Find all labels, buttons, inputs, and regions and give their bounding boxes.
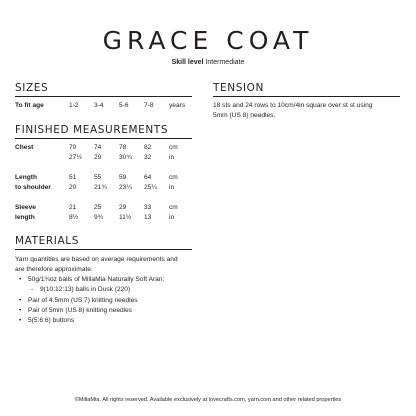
tension-line-2: 5mm (US 8) needles. bbox=[213, 112, 276, 119]
size-unit: years bbox=[169, 102, 186, 109]
finished-measurements-divider bbox=[15, 138, 192, 139]
unit-cm: cm bbox=[169, 174, 178, 181]
sizes-divider bbox=[15, 96, 192, 97]
sizes-heading: SIZES bbox=[15, 82, 49, 94]
materials-item: 5(5:6:6) buttons bbox=[28, 317, 75, 324]
materials-heading: MATERIALS bbox=[15, 235, 79, 247]
unit-in: in bbox=[169, 214, 175, 221]
measurement-in: 25¼ bbox=[144, 184, 157, 191]
to-fit-age-label: To fit age bbox=[15, 102, 44, 109]
sleeve-label: Sleeve bbox=[15, 204, 36, 211]
measurement-cm: 21 bbox=[69, 204, 77, 211]
measurement-cm: 29 bbox=[119, 204, 127, 211]
measurement-cm: 82 bbox=[144, 144, 152, 151]
size-value: 7-8 bbox=[144, 102, 154, 109]
measurement-in: 21¾ bbox=[94, 184, 107, 191]
measurement-cm: 70 bbox=[69, 144, 77, 151]
materials-item: 50g/1¾oz balls of MillaMia Naturally Soft Aran: bbox=[28, 276, 165, 283]
skill-level-value: Intermediate bbox=[205, 59, 245, 66]
length-label: Length bbox=[15, 174, 37, 181]
bullet-icon: • bbox=[19, 307, 22, 314]
materials-divider bbox=[15, 249, 192, 250]
measurement-in: 11½ bbox=[119, 214, 132, 221]
measurement-in: 32 bbox=[144, 154, 152, 161]
measurement-cm: 51 bbox=[69, 174, 77, 181]
copyright-footer: ©MillaMia. All rights reserved. Available exclusively at lovecrafts.com, yarn.com and other related properties bbox=[74, 397, 342, 403]
unit-cm: cm bbox=[169, 144, 178, 151]
sleeve-label-sub: length bbox=[15, 214, 35, 221]
measurement-in: 20 bbox=[69, 184, 77, 191]
unit-in: in bbox=[169, 154, 175, 161]
dash-icon: - bbox=[31, 286, 34, 293]
size-value: 3-4 bbox=[94, 102, 104, 109]
materials-sub-item: 9(10:12:13) balls in Dusk (220) bbox=[40, 286, 131, 293]
tension-heading: TENSION bbox=[213, 82, 264, 94]
length-label-sub: to shoulder bbox=[15, 184, 51, 191]
bullet-icon: • bbox=[19, 317, 22, 324]
measurement-in: 9¾ bbox=[94, 214, 104, 221]
measurement-in: 8½ bbox=[69, 214, 79, 221]
size-value: 1-2 bbox=[69, 102, 79, 109]
materials-item: Pair of 5mm (US 8) knitting needles bbox=[28, 307, 133, 314]
unit-cm: cm bbox=[169, 204, 178, 211]
measurement-cm: 33 bbox=[144, 204, 152, 211]
tension-divider bbox=[213, 96, 400, 97]
measurement-cm: 64 bbox=[144, 174, 152, 181]
materials-intro-line-2: are therefore approximate. bbox=[15, 266, 93, 273]
measurement-cm: 78 bbox=[119, 144, 127, 151]
size-value: 5-6 bbox=[119, 102, 129, 109]
materials-item: Pair of 4.5mm (US 7) knitting needles bbox=[28, 297, 138, 304]
skill-level-label: Skill level bbox=[171, 59, 204, 66]
measurement-cm: 74 bbox=[94, 144, 102, 151]
chest-label: Chest bbox=[15, 144, 34, 151]
measurement-cm: 25 bbox=[94, 204, 102, 211]
measurement-cm: 59 bbox=[119, 174, 127, 181]
bullet-icon: • bbox=[19, 276, 22, 283]
measurement-in: 30¾ bbox=[119, 154, 132, 161]
bullet-icon: • bbox=[19, 297, 22, 304]
measurement-in: 23¼ bbox=[119, 184, 132, 191]
measurement-in: 29 bbox=[94, 154, 102, 161]
measurement-cm: 55 bbox=[94, 174, 102, 181]
unit-in: in bbox=[169, 184, 175, 191]
materials-intro-line-1: Yarn quantities are based on average requirements and bbox=[15, 256, 178, 263]
pattern-title: GRACE COAT bbox=[102, 26, 314, 55]
finished-measurements-heading: FINISHED MEASUREMENTS bbox=[15, 124, 169, 136]
skill-level bbox=[0, 59, 416, 66]
measurement-in: 13 bbox=[144, 214, 152, 221]
measurement-in: 27½ bbox=[69, 154, 82, 161]
tension-line-1: 18 sts and 24 rows to 10cm/4in square over st st using bbox=[213, 102, 373, 109]
